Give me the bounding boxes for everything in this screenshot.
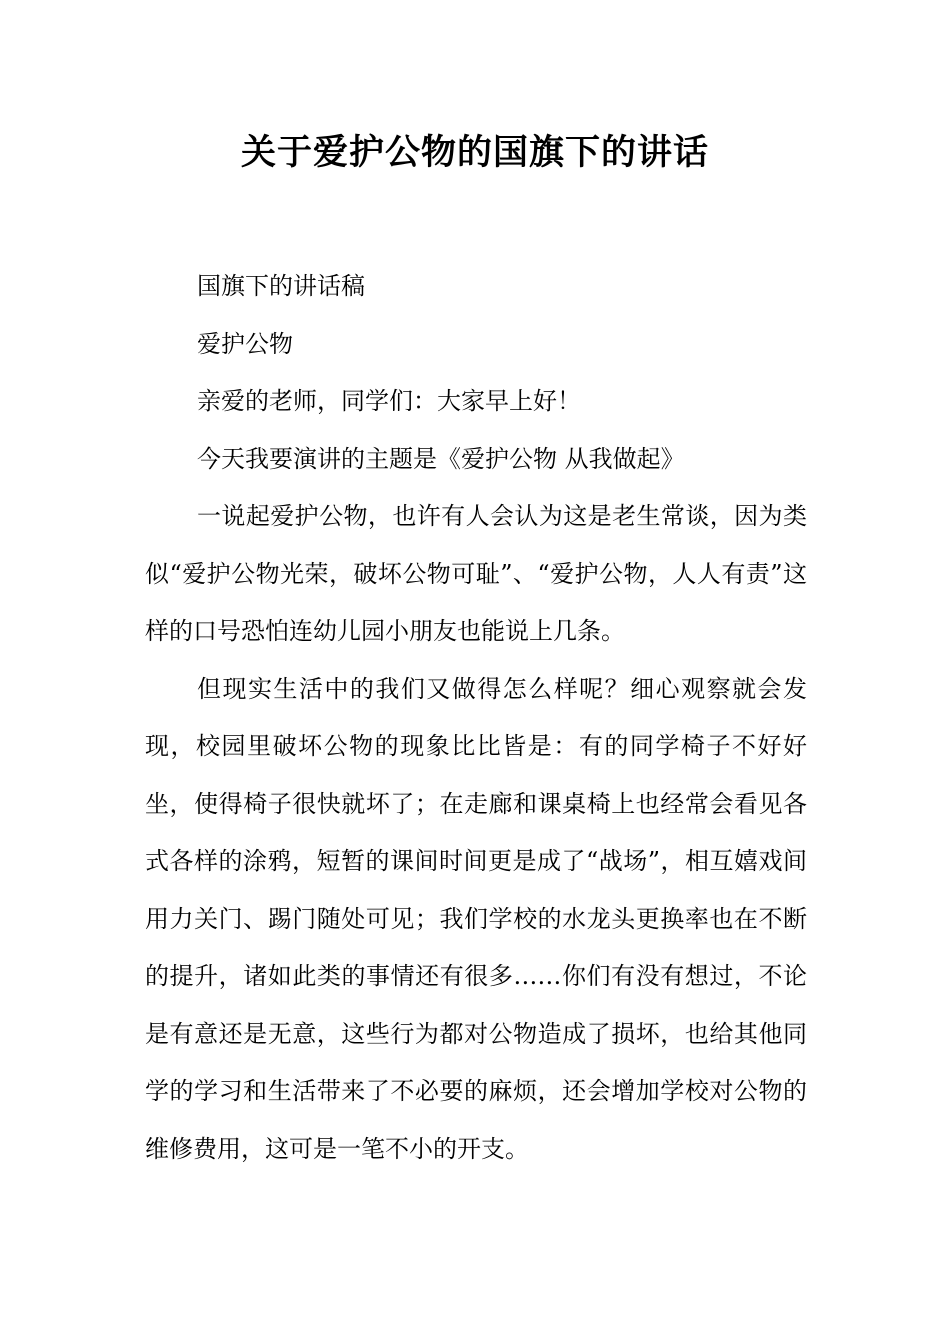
document-body: [145, 258, 807, 1178]
paragraph-intro: 一说起爱护公物，也许有人会认为这是老生常谈，因为类似“爱护公物光荣，破坏公物可耻”、“爱护公物，人人有责”这样的口号恐怕连幼儿园小朋友也能说上几条。: [145, 502, 807, 645]
document-title: 关于爱护公物的国旗下的讲话: [240, 132, 709, 173]
paragraph-greeting: 亲爱的老师，同学们：大家早上好！: [197, 387, 581, 415]
paragraph-speech-label: 国旗下的讲话稿: [197, 272, 365, 300]
paragraph-observation: 但现实生活中的我们又做得怎么样呢？细心观察就会发现，校园里破坏公物的现象比比皆是：有的同学椅子不好好坐，使得椅子很快就坏了；在走廊和课桌椅上也经常会看见各式各样的涂鸦，短暂的课间时间更是成了“战场”，相互嬉戏间用力关门、踢门随处可见；我们学校的水龙头更换率也在不断的提升，诸如此类的事情还有很多……你们有没有想过，不论是有意还是无意，这些行为都对公物造成了损坏，也给其他同学的学习和生活带来了不必要的麻烦，还会增加学校对公物的维修费用，这可是一笔不小的开支。: [145, 674, 807, 1163]
paragraph-topic: 爱护公物: [197, 329, 293, 358]
paragraph-theme: 今天我要演讲的主题是《爱护公物 从我做起》: [197, 444, 685, 473]
